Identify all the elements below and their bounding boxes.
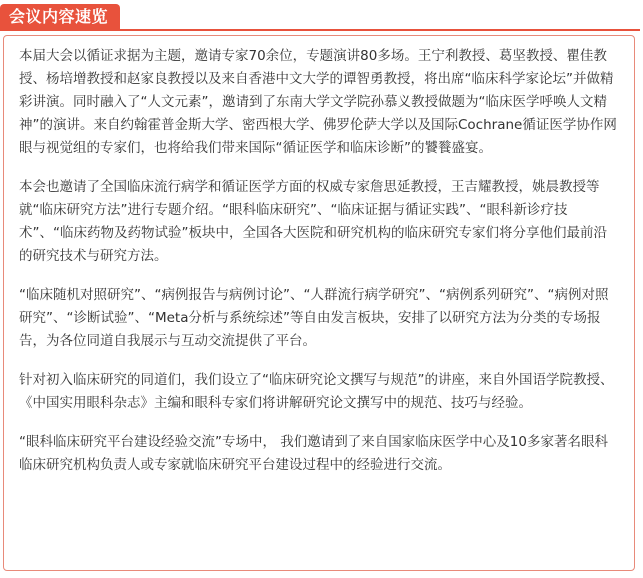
paragraph-writing-lecture: 针对初入临床研究的同道们，我们设立了“临床研究论文撰写与规范”的讲座，来自外国语学院教授、《中国实用眼科杂志》主编和眼科专家们将讲解研究论文撰写中的规范、技巧与经验。 <box>19 372 614 411</box>
header-divider-line <box>0 29 640 31</box>
content-panel <box>3 35 635 571</box>
section-title-tab: 会议内容速览 <box>0 4 120 30</box>
paragraph-methods-experts: 本会也邀请了全国临床流行病学和循证医学方面的权威专家詹思延教授，王吉耀教授，姚晨教授等就“临床研究方法”进行专题介绍。“眼科临床研究”、“临床证据与循证实践”、“眼科新诊疗技术”、“临床药物及药物试验”板块中，全国各大医院和研究机构的临床研究专家们将分享他们最前沿的研究技术与研究方法。 <box>19 179 607 264</box>
section-header <box>0 0 643 32</box>
paragraph-theme-overview: 本届大会以循证求据为主题，邀请专家70余位，专题演讲80多场。王宁利教授、葛坚教授、瞿佳教授、杨培增教授和赵家良教授以及来自香港中文大学的谭智勇教授，将出席“临床科学家论坛”并做精彩讲演。同时融入了“人文元素”，邀请到了东南大学文学院孙慕义教授做题为“临床医学呼唤人文精神”的演讲。来自约翰霍普金斯大学、密西根大学、佛罗伦萨大学以及国际Cochrane循证医学协作网眼与视觉组的专家们，也将给我们带来国际“循证医学和临床诊断”的饕餮盛宴。 <box>19 48 617 156</box>
paragraph-platform-exchange: “眼科临床研究平台建设经验交流”专场中， 我们邀请到了来自国家临床医学中心及10多家著名眼科临床研究机构负责人或专家就临床研究平台建设过程中的经验进行交流。 <box>19 434 608 473</box>
paragraph-free-sessions: “临床随机对照研究”、“病例报告与病例讨论”、“人群流行病学研究”、“病例系列研究”、“病例对照研究”、“诊断试验”、“Meta分析与系统综述”等自由发言板块，安排了以研究方法为分类的专场报告，为各位同道自我展示与互动交流提供了平台。 <box>19 287 609 349</box>
